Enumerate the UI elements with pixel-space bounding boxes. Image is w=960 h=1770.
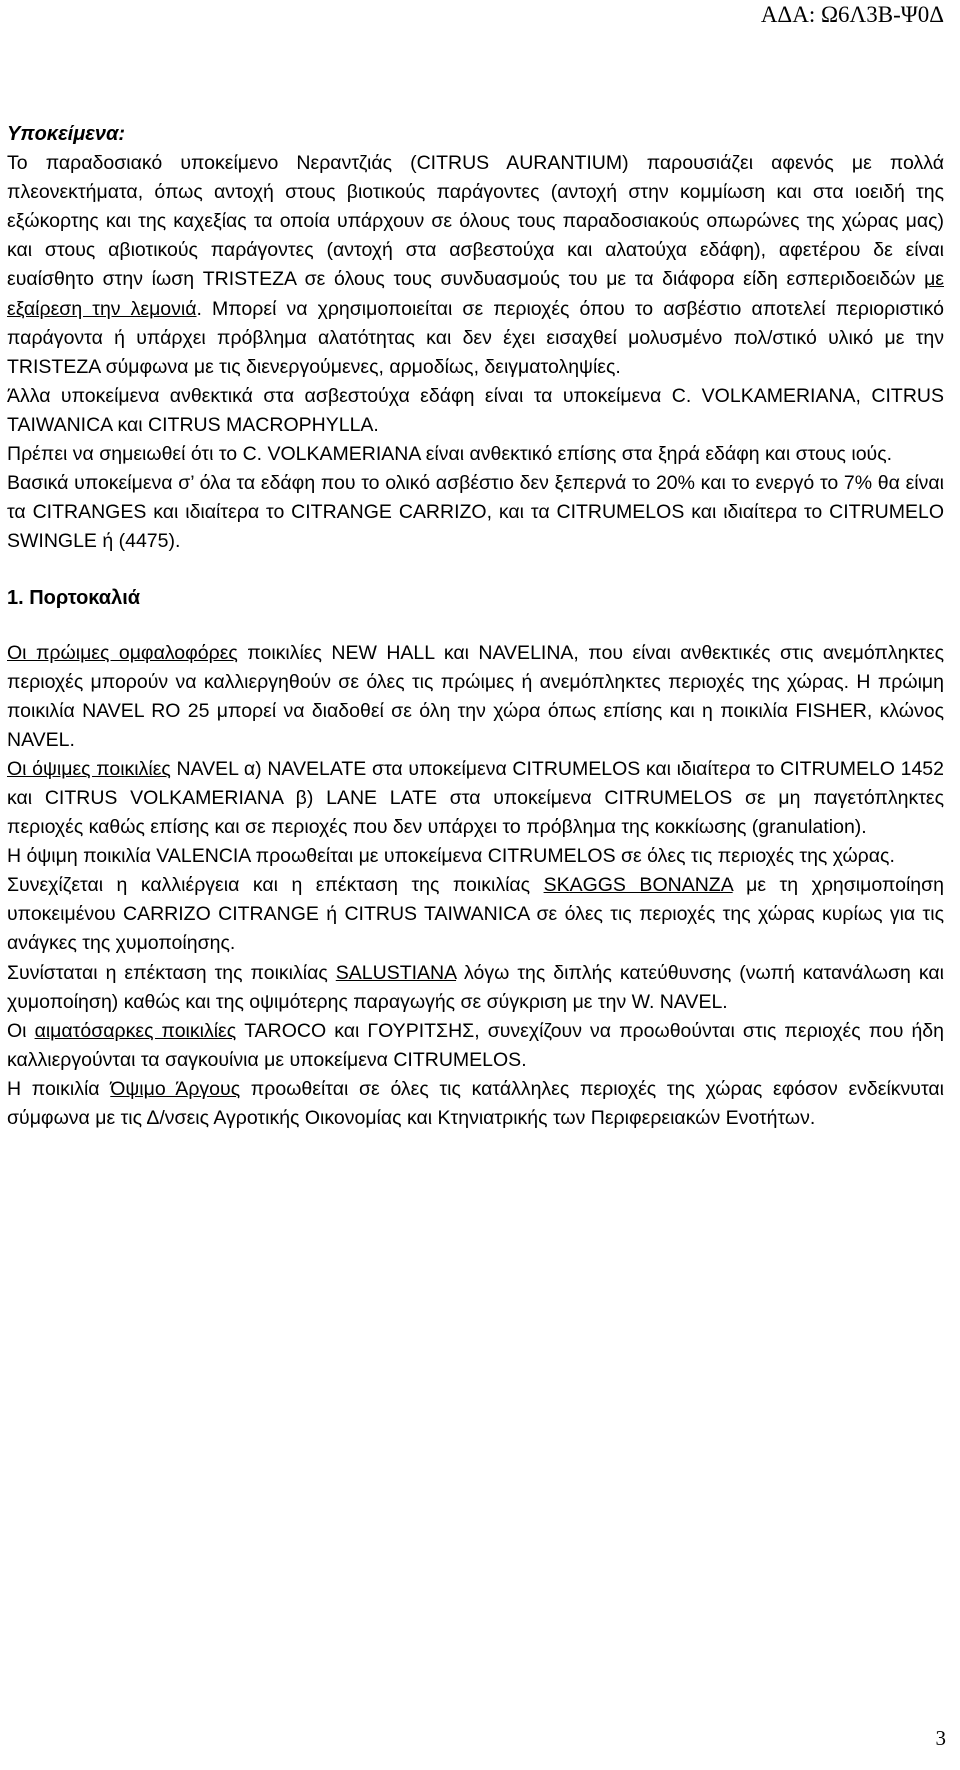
rootstocks-heading: Υποκείμενα: (7, 123, 126, 145)
rootstocks-paragraph-4: Βασικά υποκείμενα σ’ όλα τα εδάφη που το ολικό ασβέστιο δεν ξεπερνά το 20% και το ενεργό το 7% θα είναι τα CITRANGES και ιδιαίτερα το CITRANGE CARRIZO, και τα CITRUMELOS και ιδιαίτερα το CITRUMELO SWINGLE ή (4475). (7, 472, 944, 553)
underlined-text: αιματόσαρκες ποικιλίες (34, 1019, 237, 1042)
text: Συνεχίζεται η καλλιέργεια και η επέκταση της ποικιλίας (7, 874, 544, 897)
section-title-oranges: 1. Πορτοκαλιά (7, 587, 141, 610)
underlined-text: Οι πρώιμες ομφαλοφόρες (7, 641, 238, 664)
underlined-text: SKAGGS BONANZA (543, 874, 733, 897)
underlined-text: Οι όψιμες ποικιλίες (7, 757, 171, 780)
rootstocks-paragraph-1 (7, 149, 944, 382)
text: Το παραδοσιακό υποκείμενο Νεραντζιάς (CITRUS AURANTIUM) παρουσιάζει αφενός με πολλά πλεονεκτήματα, όπως αντοχή στους βιοτικούς παράγοντες (αντοχή στην κομμίωση και στα ιοειδή της εξώκορτης και της καχεξίας τα οποία υπάρχουν σε όλους τους παραδοσιακούς οπωρώνες της χώρας μας) και στους αβιοτικούς παράγοντες (αντοχή στα ασβεστούχα και αλατούχα εδάφη), αφετέρου δε είναι ευαίσθητο στην ίωση TRISTEZA σε όλους τους συνδυασμούς του με τα διάφορα είδη εσπεριδοειδών (7, 152, 944, 291)
oranges-paragraph-7 (7, 1075, 944, 1133)
oranges-paragraph-5 (7, 959, 944, 1017)
underlined-text: με εξαίρεση την λεμονιά (7, 268, 944, 320)
text: Η ποικιλία (7, 1077, 111, 1100)
oranges-paragraph-3: Η όψιμη ποικιλία VALENCIA προωθείται με υποκείμενα CITRUMELOS σε όλες τις περιοχές της χώρας. (7, 845, 895, 868)
oranges-paragraph-6 (7, 1017, 944, 1075)
text: προωθείται σε όλες τις κατάλληλες περιοχές της χώρας εφόσον ενδείκνυται σύμφωνα με τις Δ/νσεις Αγροτικής Οικονομίας και Κτηνιατρικής των Περιφερειακών Ενοτήτων. (7, 1077, 944, 1129)
rootstocks-paragraph-2: Άλλα υποκείμενα ανθεκτικά στα ασβεστούχα εδάφη είναι τα υποκείμενα C. VOLKAMERIANA, CITRUS TAIWANICA και CITRUS MACROPHYLLA. (7, 384, 944, 436)
oranges-paragraph-2 (7, 755, 944, 842)
document-body (7, 120, 944, 1133)
page-number: 3 (935, 1726, 946, 1750)
text: Συνίσταται η επέκταση της ποικιλίας (7, 961, 336, 984)
text: NAVEL α) NAVELATE στα υποκείμενα CITRUMELOS και ιδιαίτερα το CITRUMELO 1452 και CITRUS VOLKAMERIANA β) LANE LATE στα υποκείμενα CITRUMELOS σε μη παγετόπληκτες περιοχές καθώς επίσης και σε περιοχές που δεν υπάρχει το πρόβλημα της κοκκίωσης (granulation). (7, 757, 944, 839)
text: με τη χρησιμοποίηση υποκειμένου CARRIZO CITRANGE ή CITRUS TAIWANICA σε όλες τις περιοχές της χώρας κυρίως για τις ανάγκες της χυμοποίησης. (7, 874, 945, 955)
oranges-paragraph-1 (7, 639, 944, 755)
oranges-paragraph-4 (7, 871, 944, 958)
text: Οι (7, 1019, 35, 1042)
text: ποικιλίες NEW HALL και NAVELINA, που είναι ανθεκτικές στις ανεμόπληκτες περιοχές μπορούν να καλλιεργηθούν σε όλες τις πρώιμες ή ανεμόπληκτες περιοχές της χώρας. Η πρώιμη ποικιλία NAVEL RO 25 μπορεί να διαδοθεί σε όλη την χώρα όπως επίσης και η ποικιλία FISHER, κλώνος NAVEL. (7, 641, 944, 751)
text: . Μπορεί να χρησιμοποιείται σε περιοχές όπου το ασβέστιο αποτελεί περιοριστικό παράγοντα ή υπάρχει πρόβλημα αλατότητας και δεν έχει εισαχθεί μολυσμένο πολ/στικό υλικό με την TRISTEZA σύμφωνα με τις διενεργούμενες, αρμοδίως, δειγματοληψίες. (7, 297, 944, 378)
ada-header: ΑΔΑ: Ω6Λ3Β-Ψ0Δ (760, 2, 944, 27)
underlined-text: SALUSTIANA (335, 961, 457, 984)
underlined-text: Όψιμο Άργους (110, 1077, 241, 1100)
text: λόγω της διπλής κατεύθυνσης (νωπή κατανάλωση και χυμοποίηση) καθώς και της οψιμότερης παραγωγής σε σύγκριση με την W. NAVEL. (7, 961, 944, 1013)
text: TAROCO και ΓΟΥΡΙΤΣΗΣ, συνεχίζουν να προωθούνται στις περιοχές που ήδη καλλιεργούνται τα σαγκουίνια με υποκείμενα CITRUMELOS. (7, 1019, 944, 1071)
rootstocks-paragraph-3: Πρέπει να σημειωθεί ότι το C. VOLKAMERIANA είναι ανθεκτικό επίσης στα ξηρά εδάφη και στους ιούς. (7, 443, 893, 466)
